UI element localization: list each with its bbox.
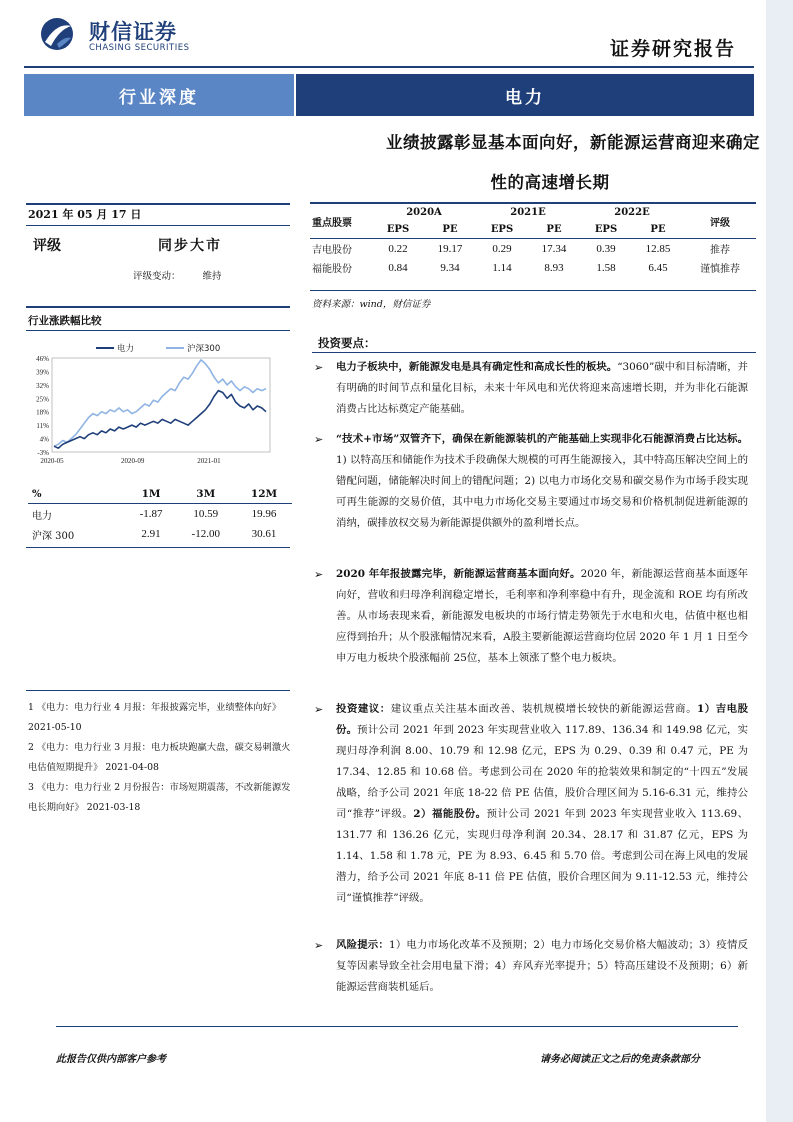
key-point-4-stock-1-body: 预计公司 2021 年到 2023 年实现营业收入 117.89、136.34 和 149.98 亿元，实现归母净利润 8.00、10.79 和 12.98 亿元，EPS 为 0.29、0.39 和 0.47 元，PE 为 17.34、12.85 和 10.68 倍。考虑到公司在 2020 年的抢装效果和制定的“十四五”发展战略，给予公司 2021 年底 18-22 倍 PE 估值，股价合理区间为 5.16-6.31 元，维持公司“推荐”评级。 xyxy=(336,724,748,820)
key-point-5-body: 1）电力市场化改革不及预期；2）电力市场化交易价格大幅波动；3）疫情反复等因素导致全社会用电量下滑；4）弃风弃光率提升；5）特高压建设不及预期；6）新能源运营商装机延后。 xyxy=(336,939,748,993)
left-top-rule xyxy=(26,203,290,205)
stock-subheader: PE xyxy=(442,224,458,235)
key-points-rule xyxy=(312,352,756,353)
section-title: 行业涨跌幅比较 xyxy=(28,315,102,327)
stock-header-year: 2021E xyxy=(510,207,546,218)
perf-cell: 电力 xyxy=(32,510,52,522)
key-points-title: 投资要点： xyxy=(318,336,376,350)
perf-cell: -1.87 xyxy=(139,508,163,520)
key-point-4 xyxy=(312,699,748,909)
perf-cell: 30.61 xyxy=(251,528,277,540)
header-rule xyxy=(24,66,754,68)
section-rule-bottom xyxy=(26,330,290,331)
table-row xyxy=(310,239,756,259)
key-point-4-stock-2: 2）福能股份。 xyxy=(413,808,487,820)
industry-name: 电力 xyxy=(296,74,754,116)
series-line-csi300 xyxy=(54,360,266,446)
stock-cell: 12.85 xyxy=(645,242,671,255)
perf-cell: 2.91 xyxy=(141,528,161,540)
key-point-3-body: 2020 年，新能源运营商基本面逐年向好，营收和归母净利润稳定增长，毛利率和净利率稳中有升，现金流和 ROE 均有所改善。从市场表现来看，新能源发电板块的市场行情走势领先于水电和火电，估值中枢也相应得到抬升；从个股涨幅情况来看，A股主要新能源运营商均位居 2020 年 1 月 1 日至今申万电力板块个股涨幅前 25位，基本上领涨了整个电力板块。 xyxy=(336,568,748,664)
key-point-4-lead: 投资建议： xyxy=(336,703,391,715)
stock-header-rating: 评级 xyxy=(710,217,730,229)
key-point-1-body: “3060”碳中和目标清晰，并有明确的时间节点和量化目标，未来十年风电和光伏将迎来高速增长期，并为非化石能源消费占比达标奠定产能基础。 xyxy=(336,361,749,415)
perf-header-3m: 3M xyxy=(175,485,236,504)
key-point-5 xyxy=(312,935,748,998)
key-point-4-stock-1: 1）吉电股份。 xyxy=(336,703,749,736)
key-point-4-stock-2-body: 预计公司 2021 年到 2023 年实现营业收入 113.69、131.77 和 136.26 亿元，实现归母净利润 20.34、28.17 和 31.87 亿元，EPS 为 1.14、1.58 和 1.78 元，PE 为 8.93、6.45 和 5.70 倍。考虑到公司在海上风电的发展潜力，给予公司 2021 年底 8-11 倍 PE 估值，股价合理区间为 9.11-12.53 元，维持公司“谨慎推荐”评级。 xyxy=(336,808,749,904)
right-margin-band xyxy=(766,0,793,1122)
key-point-1-lead: 电力子板块中，新能源发电是具有确定性和高成长性的板块。 xyxy=(336,361,618,373)
stock-cell: 福能股份 xyxy=(312,264,352,275)
stock-cell: 0.22 xyxy=(388,242,408,255)
footer-right-text: 请务必阅读正文之后的免责条款部分 xyxy=(540,1054,700,1065)
y-tick-label: -3% xyxy=(37,449,49,457)
y-tick-label: 18% xyxy=(36,408,49,417)
section-rule-top xyxy=(26,306,290,308)
footer-rule xyxy=(56,1026,738,1027)
stock-subheader: PE xyxy=(546,224,562,235)
stock-cell: 0.29 xyxy=(492,242,512,255)
stock-cell: 推荐 xyxy=(710,245,730,256)
y-tick-label: 11% xyxy=(36,422,49,431)
related-reports xyxy=(28,698,292,818)
stock-subheader: EPS xyxy=(594,224,618,235)
stock-cell: 吉电股份 xyxy=(312,245,352,256)
rating-change-label: 评级变动： xyxy=(133,271,181,282)
table-row xyxy=(310,258,756,277)
footer-left-text: 此报告仅供内部客户参考 xyxy=(56,1054,166,1065)
stock-subheader: PE xyxy=(650,224,666,235)
stock-cell: 1.14 xyxy=(492,261,512,274)
stock-header-year: 2020A xyxy=(406,207,442,218)
stock-cell: 1.58 xyxy=(596,261,616,274)
stock-cell: 谨慎推荐 xyxy=(700,264,740,275)
stock-table-header xyxy=(310,204,756,221)
y-tick-label: 32% xyxy=(36,381,49,390)
perf-table-header xyxy=(28,485,292,504)
perf-table-bottom-rule xyxy=(26,547,290,548)
arrow-bullet-icon: ➢ xyxy=(314,939,324,952)
key-point-4-body: 建议重点关注基本面改善、装机规模增长较快的新能源运营商。 xyxy=(390,703,698,715)
report-date: 2021 年 05 月 17 日 xyxy=(28,208,142,221)
key-point-3 xyxy=(312,564,748,669)
performance-chart xyxy=(26,340,288,470)
data-source: 资料来源：wind，财信证券 xyxy=(312,299,431,310)
logo-en-text: CHASING SECURITIES xyxy=(89,43,190,53)
notes-rule xyxy=(26,690,290,691)
stock-cell: 19.17 xyxy=(437,242,463,255)
stock-cell: 9.34 xyxy=(440,261,460,274)
headline-line-1: 业绩披露彰显基本面向好，新能源运营商迎来确定 xyxy=(386,133,760,152)
headline xyxy=(300,123,760,203)
x-tick-label: 2020-05 xyxy=(40,457,64,465)
report-category: 行业深度 xyxy=(24,74,294,116)
stock-subheader: EPS xyxy=(490,224,514,235)
key-point-3-lead: 2020 年年报披露完毕，新能源运营商基本面向好。 xyxy=(336,568,581,580)
rating-value: 同步大市 xyxy=(158,238,222,254)
perf-cell: 19.96 xyxy=(251,508,277,520)
y-tick-label: 39% xyxy=(36,368,49,377)
logo-cn-text: 财信证券 xyxy=(89,20,177,44)
y-tick-label: 46% xyxy=(36,355,49,363)
x-tick-label: 2021-01 xyxy=(197,457,221,465)
key-point-2 xyxy=(312,429,748,534)
performance-table xyxy=(28,485,292,544)
related-report-item: 2 《电力：电力行业 3 月报：电力板块跑赢大盘，碳交易刺激火电估值短期提升》 2021-04-08 xyxy=(28,742,291,773)
stock-cell: 0.39 xyxy=(596,242,616,255)
date-rule xyxy=(26,225,290,226)
stock-cell: 0.84 xyxy=(388,261,408,274)
key-point-5-lead: 风险提示： xyxy=(336,939,389,951)
stock-table-bottom-rule xyxy=(310,290,756,291)
headline-line-2: 性的高速增长期 xyxy=(490,173,610,192)
perf-header-12m: 12M xyxy=(236,485,292,504)
perf-cell: 10.59 xyxy=(193,508,219,520)
stock-cell: 17.34 xyxy=(541,242,567,255)
rating-label: 评级 xyxy=(33,238,61,254)
perf-cell: -12.00 xyxy=(191,528,220,540)
stock-subheader: EPS xyxy=(386,224,410,235)
rating-change-value: 维持 xyxy=(202,271,222,282)
x-tick-label: 2020-09 xyxy=(120,457,145,465)
legend-label: 电力 xyxy=(117,344,135,354)
y-tick-label: 25% xyxy=(36,395,49,404)
arrow-bullet-icon: ➢ xyxy=(314,361,324,374)
stock-table xyxy=(310,204,756,277)
arrow-bullet-icon: ➢ xyxy=(314,703,324,716)
y-tick-label: 4% xyxy=(39,435,49,444)
table-row xyxy=(28,524,292,544)
stock-cell: 8.93 xyxy=(544,261,564,274)
stock-cell: 6.45 xyxy=(648,261,668,274)
stock-header-year: 2022E xyxy=(614,207,650,218)
key-point-1 xyxy=(312,357,748,420)
table-row xyxy=(28,504,292,525)
perf-header-pct: % xyxy=(28,485,127,504)
key-point-2-body: 1) 以特高压和储能作为技术手段确保大规模的可再生能源接入，其中特高压解决空间上的错配问题，储能解决时间上的错配问题；2) 以电力市场化交易和碳交易作为市场手段实现可再生能源的交易价值，其中电力市场化交易主要通过市场交易和价格机制促进新能源的消纳，碳排放权交易为新能源提供额外的盈利增长点。 xyxy=(336,454,748,529)
legend-label: 沪深300 xyxy=(187,344,221,354)
key-point-2-lead: “技术+市场”双管齐下，确保在新能源装机的产能基础上实现非化石能源消费占比达标。 xyxy=(336,433,748,445)
perf-cell: 沪深 300 xyxy=(32,530,75,542)
arrow-bullet-icon: ➢ xyxy=(314,433,324,446)
perf-header-1m: 1M xyxy=(127,485,176,504)
related-report-item: 1 《电力：电力行业 4 月报：年报披露完毕，业绩整体向好》 2021-05-10 xyxy=(28,702,282,733)
report-type: 证券研究报告 xyxy=(610,38,737,60)
related-report-item: 3 《电力：电力行业 2 月份报告：市场短期震荡，不改新能源发电长期向好》 2021-03-18 xyxy=(28,782,291,813)
rating-change xyxy=(133,268,222,282)
logo-icon xyxy=(37,14,77,54)
stock-header-name: 重点股票 xyxy=(312,217,352,229)
arrow-bullet-icon: ➢ xyxy=(314,568,324,581)
